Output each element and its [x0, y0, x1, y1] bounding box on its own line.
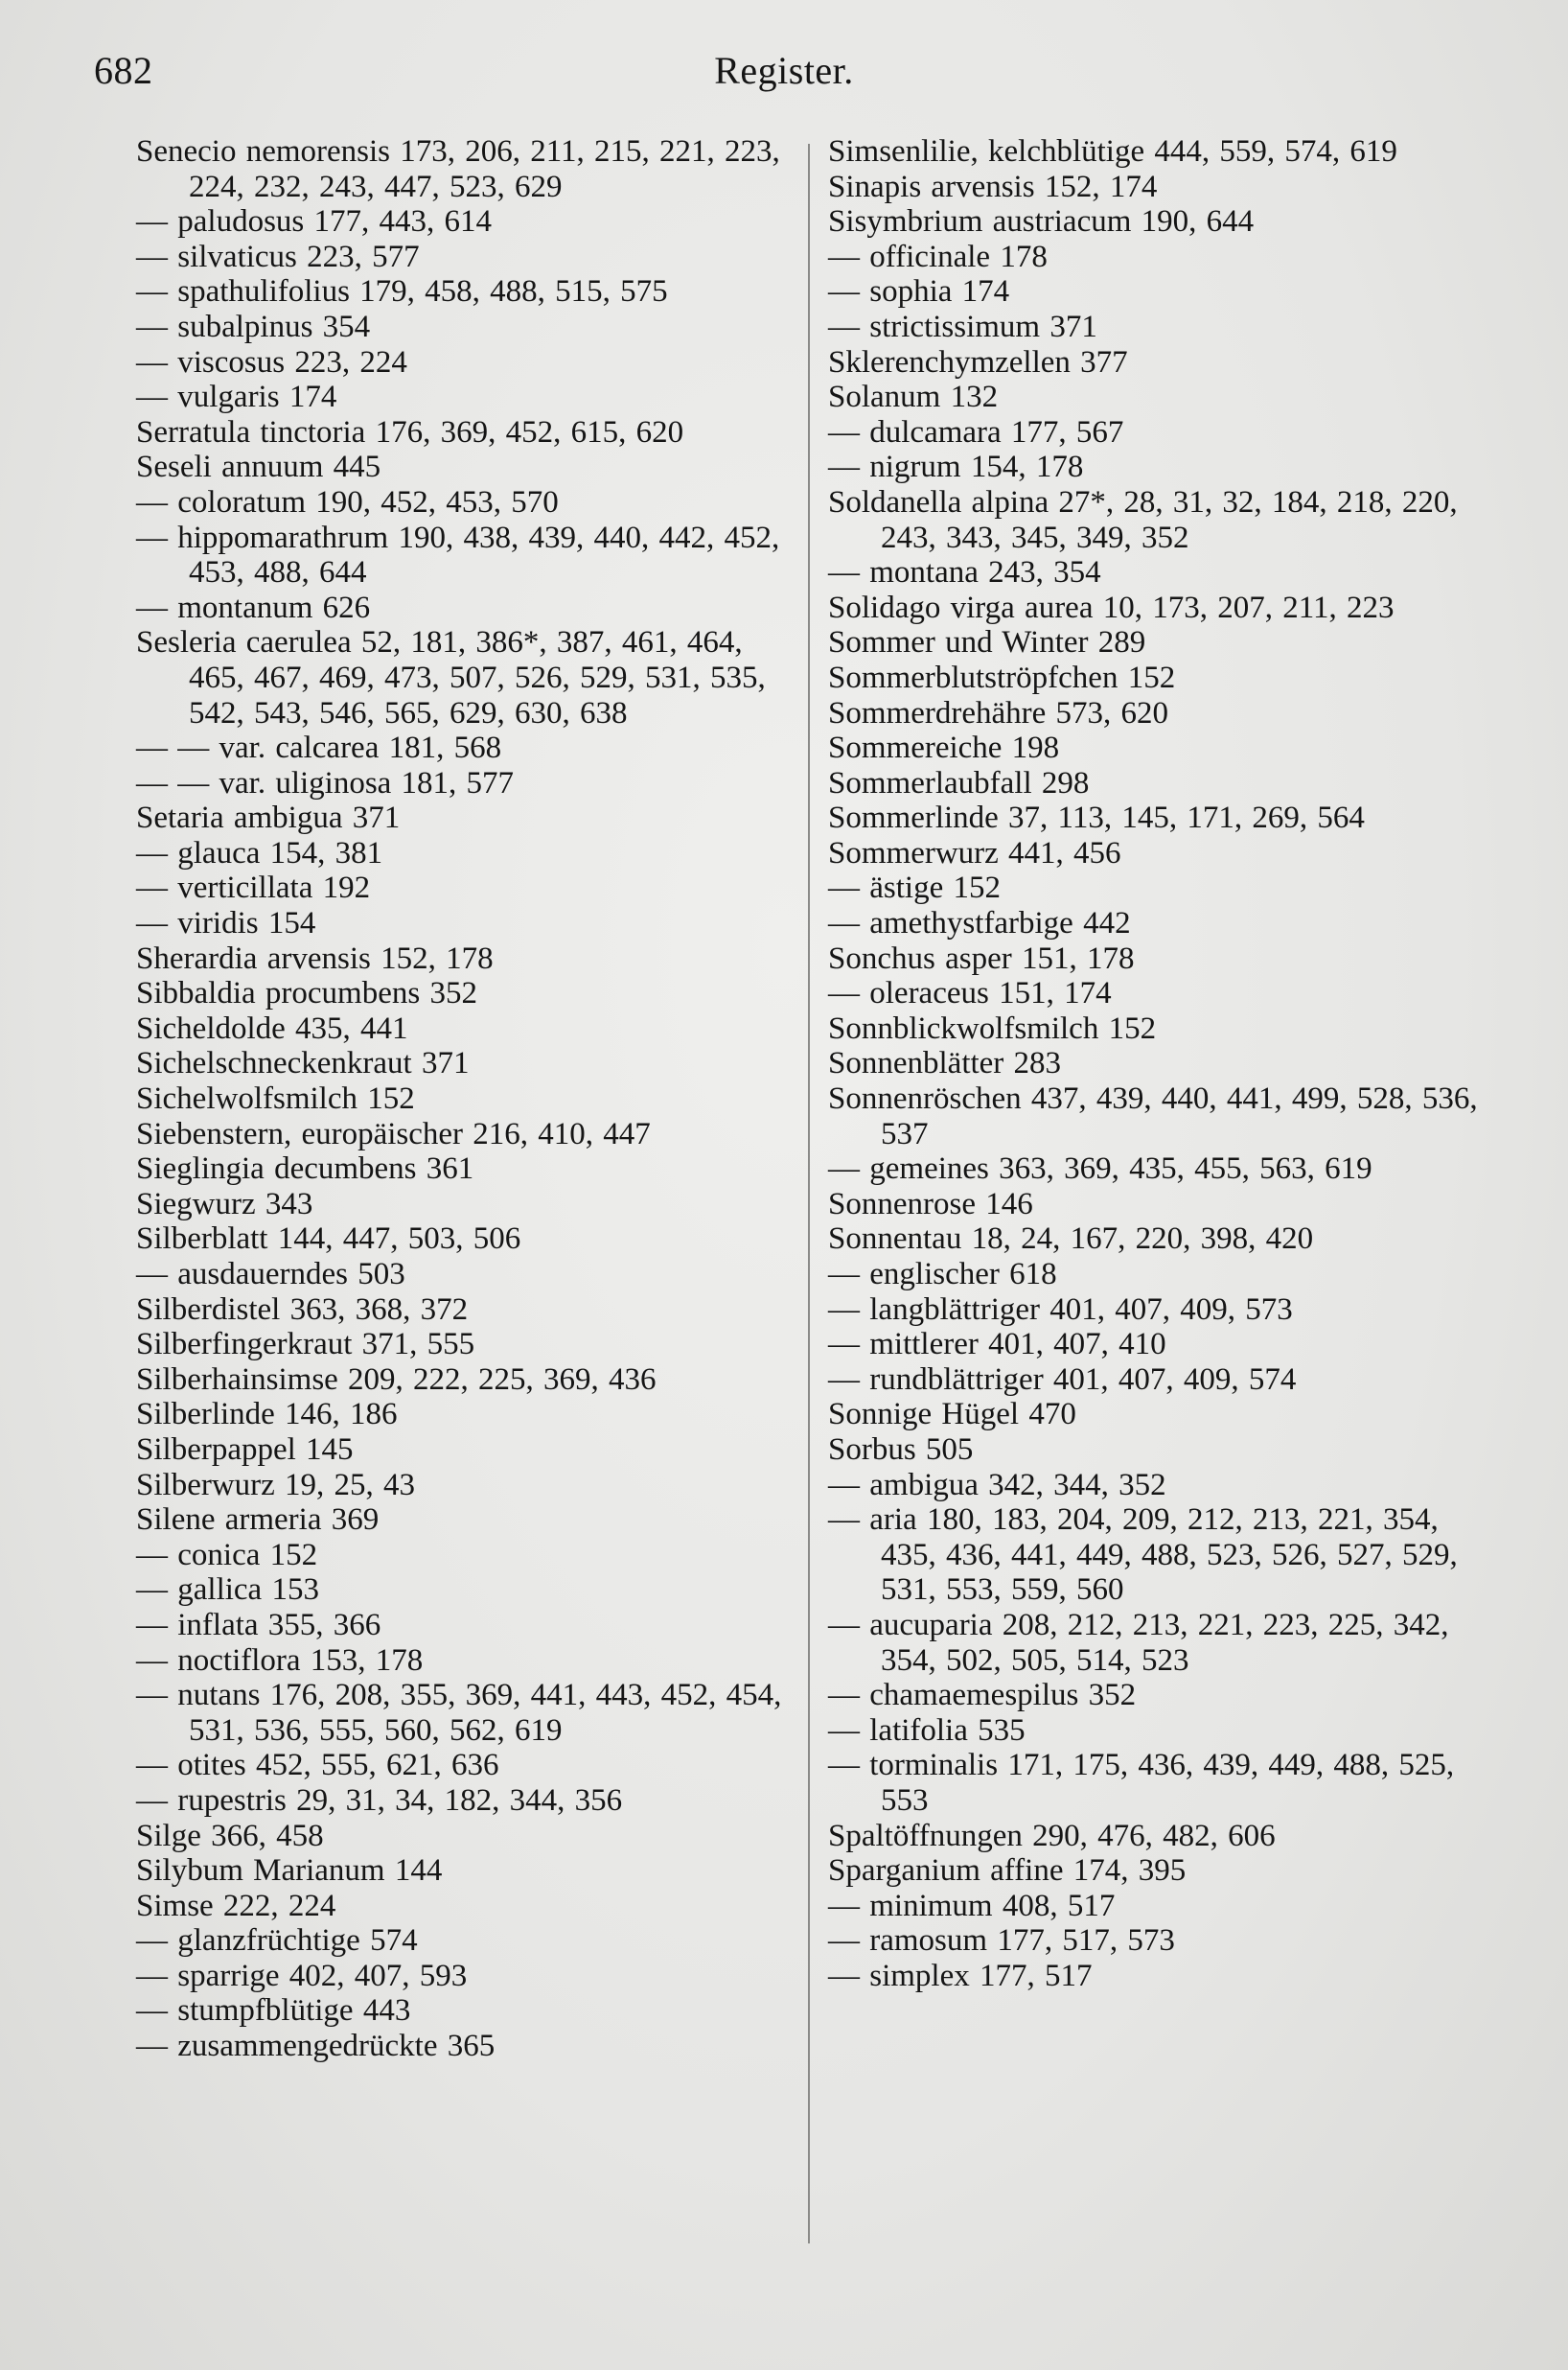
index-entry: — zusammengedrückte 365: [136, 2029, 496, 2064]
index-entry: — stumpfblütige 443: [136, 1993, 411, 2029]
index-entry: — subalpinus 354: [136, 309, 371, 344]
index-entry: — glauca 154, 381: [136, 835, 383, 871]
index-entry: Simsenlilie, kelchblütige 444, 559, 574, 619: [828, 134, 1397, 169]
index-entry: Sesleria caerulea 52, 181, 386*, 387, 461, 464, 465, 467, 469, 473, 507, 526, 529, 531, 535, 542, 543, 546, 565, 629, 630, 638: [136, 625, 766, 731]
index-entry: — noctiflora 153, 178: [136, 1642, 424, 1678]
index-entry: — gemeines 363, 369, 435, 455, 563, 619: [828, 1151, 1372, 1187]
index-entry: Silberblatt 144, 447, 503, 506: [136, 1221, 521, 1257]
index-entry: Sonnblickwolfsmilch 152: [828, 1011, 1157, 1046]
index-entry: Seseli annuum 445: [136, 450, 381, 485]
index-entry: Sommerdrehähre 573, 620: [828, 695, 1168, 731]
index-column-left: [136, 134, 788, 2064]
index-entry: Silberdistel 363, 368, 372: [136, 1291, 469, 1327]
index-entry: Sklerenchymzellen 377: [828, 344, 1128, 380]
index-entry: Sibbaldia procumbens 352: [136, 976, 477, 1011]
index-entry: — montanum 626: [136, 590, 371, 625]
index-entry: Silberhainsimse 209, 222, 225, 369, 436: [136, 1361, 657, 1397]
index-entry: — verticillata 192: [136, 871, 371, 906]
index-entry: — minimum 408, 517: [828, 1888, 1116, 1923]
index-entry: — rupestris 29, 31, 34, 182, 344, 356: [136, 1782, 623, 1818]
index-entry: Silberfingerkraut 371, 555: [136, 1327, 475, 1362]
index-entry: Silberpappel 145: [136, 1431, 354, 1467]
index-entry: Silybum Marianum 144: [136, 1853, 443, 1889]
index-entry: Sommerblutströpfchen 152: [828, 660, 1176, 695]
index-entry: — amethystfarbige 442: [828, 906, 1131, 941]
page-number: 682: [94, 49, 153, 92]
index-entry: — silvaticus 223, 577: [136, 239, 420, 274]
index-entry: — englischer 618: [828, 1257, 1057, 1291]
index-entry: Sorbus 505: [828, 1431, 974, 1467]
index-entry: Silberwurz 19, 25, 43: [136, 1467, 416, 1502]
index-entry: Senecio nemorensis 173, 206, 211, 215, 221, 223, 224, 232, 243, 447, 523, 629: [136, 134, 780, 204]
index-entry: — viridis 154: [136, 906, 316, 941]
index-entry: — simplex 177, 517: [828, 1958, 1093, 1993]
index-entry: — torminalis 171, 175, 436, 439, 449, 488, 525, 553: [828, 1748, 1455, 1818]
index-entry: Sonnige Hügel 470: [828, 1397, 1076, 1432]
index-entry: Sommereiche 198: [828, 731, 1060, 766]
index-entry: — ästige 152: [828, 871, 1001, 906]
index-entry: — rundblättriger 401, 407, 409, 574: [828, 1361, 1297, 1397]
index-entry: — ausdauerndes 503: [136, 1257, 405, 1291]
index-entry: — aucuparia 208, 212, 213, 221, 223, 225, 342, 354, 502, 505, 514, 523: [828, 1607, 1449, 1678]
index-entry: Sisymbrium austriacum 190, 644: [828, 204, 1255, 240]
index-entry: Sinapis arvensis 152, 174: [828, 169, 1158, 204]
index-entry: — mittlerer 401, 407, 410: [828, 1327, 1166, 1362]
index-entry: Solidago virga aurea 10, 173, 207, 211, 223: [828, 590, 1395, 625]
index-entry: Sonchus asper 151, 178: [828, 941, 1135, 976]
index-entry: Siebenstern, europäischer 216, 410, 447: [136, 1116, 651, 1151]
index-entry: Simse 222, 224: [136, 1888, 336, 1923]
index-entry: Setaria ambigua 371: [136, 801, 401, 836]
index-entry: — inflata 355, 366: [136, 1607, 381, 1642]
index-entry: — viscosus 223, 224: [136, 344, 407, 380]
index-entry: — latifolia 535: [828, 1712, 1026, 1748]
index-entry: — nutans 176, 208, 355, 369, 441, 443, 452, 454, 531, 536, 555, 560, 562, 619: [136, 1678, 782, 1748]
column-divider: [808, 144, 810, 2243]
index-entry: — coloratum 190, 452, 453, 570: [136, 484, 559, 520]
index-entry: — montana 243, 354: [828, 555, 1101, 591]
index-entry: — — var. uliginosa 181, 577: [136, 765, 515, 801]
index-entry: — — var. calcarea 181, 568: [136, 731, 502, 766]
index-entry: Sichelwolfsmilch 152: [136, 1081, 415, 1117]
index-entry: — spathulifolius 179, 458, 488, 515, 575: [136, 274, 668, 310]
index-entry: — nigrum 154, 178: [828, 450, 1084, 485]
index-entry: Spaltöffnungen 290, 476, 482, 606: [828, 1818, 1276, 1853]
index-entry: Sommer und Winter 289: [828, 625, 1146, 661]
index-entry: Sonnenblätter 283: [828, 1046, 1062, 1081]
index-entry: — conica 152: [136, 1537, 318, 1572]
index-entry: Sparganium affine 174, 395: [828, 1853, 1187, 1889]
index-entry: — langblättriger 401, 407, 409, 573: [828, 1291, 1293, 1327]
index-entry: — glanzfrüchtige 574: [136, 1923, 418, 1959]
index-entry: Silge 366, 458: [136, 1818, 324, 1853]
index-entry: Serratula tinctoria 176, 369, 452, 615, 620: [136, 414, 684, 450]
index-entry: — sparrige 402, 407, 593: [136, 1958, 468, 1993]
index-entry: — otites 452, 555, 621, 636: [136, 1748, 499, 1783]
index-entry: Solanum 132: [828, 380, 999, 415]
index-entry: — sophia 174: [828, 274, 1010, 310]
index-entry: Soldanella alpina 27*, 28, 31, 32, 184, 218, 220, 243, 343, 345, 349, 352: [828, 484, 1458, 555]
running-head: Register.: [714, 49, 854, 92]
index-entry: Sieglingia decumbens 361: [136, 1151, 474, 1187]
index-entry: — hippomarathrum 190, 438, 439, 440, 442, 452, 453, 488, 644: [136, 520, 780, 591]
index-entry: Sonnentau 18, 24, 167, 220, 398, 420: [828, 1221, 1314, 1257]
index-entry: — ambigua 342, 344, 352: [828, 1467, 1166, 1502]
index-entry: — strictissimum 371: [828, 309, 1097, 344]
index-entry: Sommerlaubfall 298: [828, 765, 1090, 801]
index-entry: Sonnenröschen 437, 439, 440, 441, 499, 528, 536, 537: [828, 1081, 1478, 1151]
index-entry: — gallica 153: [136, 1572, 319, 1608]
index-entry: Silberlinde 146, 186: [136, 1397, 398, 1432]
index-entry: Sicheldolde 435, 441: [136, 1011, 408, 1046]
index-entry: — oleraceus 151, 174: [828, 976, 1112, 1011]
index-entry: Siegwurz 343: [136, 1186, 313, 1221]
index-column-right: [828, 134, 1489, 1993]
index-entry: — chamaemespilus 352: [828, 1678, 1137, 1713]
index-entry: Sonnenrose 146: [828, 1186, 1033, 1221]
index-entry: Sommerlinde 37, 113, 145, 171, 269, 564: [828, 801, 1365, 836]
index-entry: Sherardia arvensis 152, 178: [136, 941, 494, 976]
index-entry: — aria 180, 183, 204, 209, 212, 213, 221, 354, 435, 436, 441, 449, 488, 523, 526, 527, 529, 531, 553, 559, 560: [828, 1502, 1458, 1608]
index-entry: — paludosus 177, 443, 614: [136, 204, 492, 240]
index-entry: — ramosum 177, 517, 573: [828, 1923, 1175, 1959]
index-entry: — officinale 178: [828, 239, 1048, 274]
index-entry: Silene armeria 369: [136, 1502, 380, 1538]
index-entry: — vulgaris 174: [136, 380, 337, 415]
index-entry: — dulcamara 177, 567: [828, 414, 1124, 450]
index-entry: Sommerwurz 441, 456: [828, 835, 1121, 871]
index-entry: Sichelschneckenkraut 371: [136, 1046, 470, 1081]
